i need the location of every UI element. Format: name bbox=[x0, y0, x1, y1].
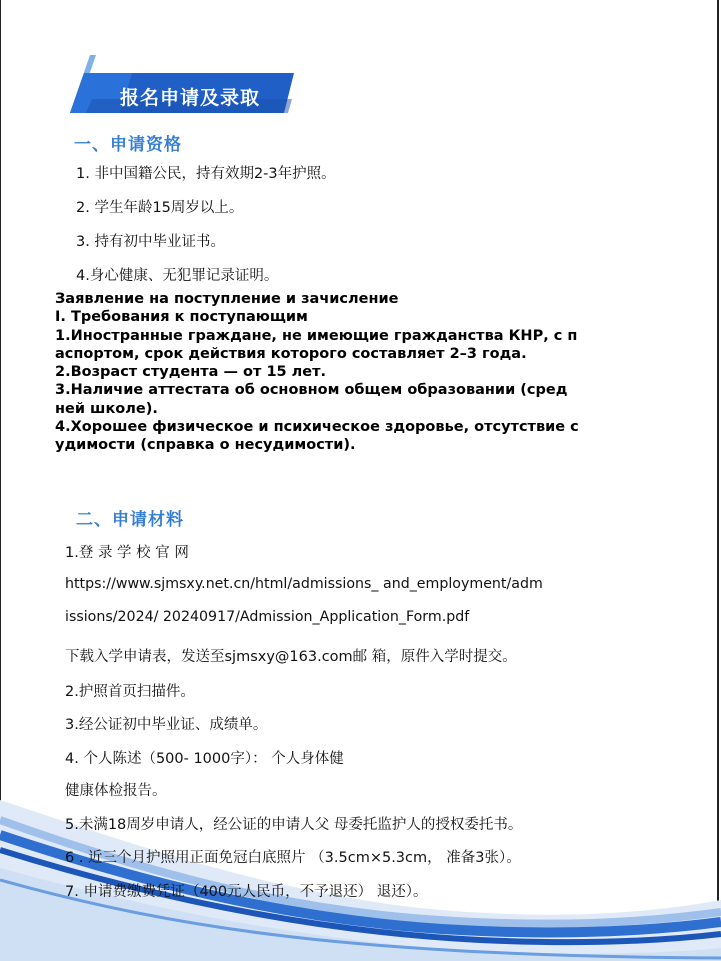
section2-item: 健康体检报告。 bbox=[65, 783, 167, 799]
russian-line: 1.Иностранные граждане, не имеющие гражданства КНР, с п bbox=[55, 327, 578, 344]
section1-heading: 一、申请资格 bbox=[74, 135, 182, 155]
section2-item: 下载入学申请表，发送至sjmsxy@163.com邮 箱，原件入学时提交。 bbox=[65, 649, 517, 665]
russian-line: 2.Возраст студента — от 15 лет. bbox=[55, 364, 327, 381]
russian-line: 4.Хорошее физическое и психическое здоровье, отсутствие с bbox=[55, 419, 579, 436]
section2-item: 1.登 录 学 校 官 网 bbox=[65, 545, 189, 561]
section1-item: 1. 非中国籍公民，持有效期2-3年护照。 bbox=[76, 166, 336, 182]
russian-line: ней школе). bbox=[55, 400, 158, 417]
section2-item: 7. 申请费缴费凭证（400元人民币，不予退还） 退还）。 bbox=[65, 884, 428, 900]
russian-line: I. Требования к поступающим bbox=[55, 309, 308, 326]
russian-line: 3.Наличие аттестата об основном общем образовании (сред bbox=[55, 382, 568, 399]
section2-item: 2.护照首页扫描件。 bbox=[65, 684, 195, 700]
banner-title: 报名申请及录取 bbox=[120, 87, 261, 109]
section2-item: 6 . 近三个月护照用正面免冠白底照片 （3.5cm×5.3cm， 准备3张）。 bbox=[65, 850, 521, 866]
decorative-waves bbox=[0, 780, 721, 961]
section1-item: 3. 持有初中毕业证书。 bbox=[76, 234, 225, 250]
section1-item: 4.身心健康、无犯罪记录证明。 bbox=[76, 268, 279, 284]
russian-line: Заявление на поступление и зачисление bbox=[55, 291, 399, 307]
russian-line: аспортом, срок действия которого составляет 2–3 года. bbox=[55, 345, 527, 362]
title-banner bbox=[62, 55, 294, 127]
russian-translation bbox=[55, 290, 675, 455]
section2-url: https://www.sjmsxy.net.cn/html/admissions_ and_employment/adm bbox=[65, 576, 543, 592]
section2-url: issions/2024/ 20240917/Admission_Application_Form.pdf bbox=[65, 609, 470, 625]
russian-line: удимости (справка о несудимости). bbox=[55, 437, 356, 454]
section2-item: 5.未满18周岁申请人，经公证的申请人父 母委托监护人的授权委托书。 bbox=[65, 817, 523, 833]
section2-item: 3.经公证初中毕业证、成绩单。 bbox=[65, 717, 268, 733]
section2-heading: 二、申请材料 bbox=[76, 510, 184, 530]
section2-item: 4. 个人陈述（500- 1000字）： 个人身体健 bbox=[65, 751, 344, 767]
section1-item: 2. 学生年龄15周岁以上。 bbox=[76, 200, 244, 216]
